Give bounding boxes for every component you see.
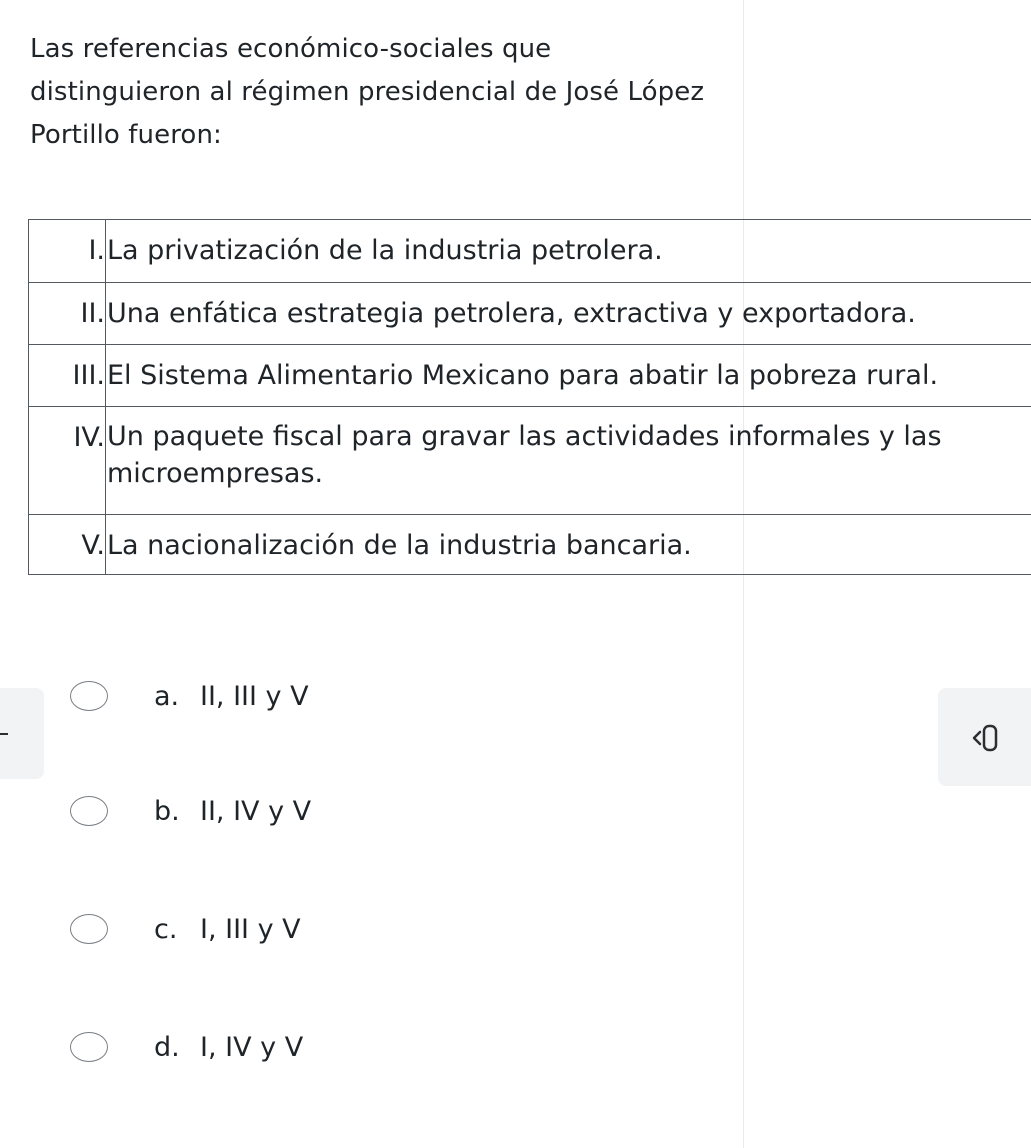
statement-text: Una enfática estrategia petrolera, extractiva y exportadora. <box>106 283 1031 345</box>
statement-text: La nacionalización de la industria bancaria. <box>106 515 1031 575</box>
option-b[interactable] <box>70 791 311 831</box>
text-to-speech-button[interactable] <box>938 688 1031 786</box>
option-d[interactable] <box>70 1027 303 1067</box>
statement-numeral: II. <box>29 283 106 345</box>
statement-numeral: III. <box>29 345 106 407</box>
option-letter: d. <box>154 1031 180 1063</box>
option-letter: b. <box>154 795 180 827</box>
statement-numeral: V. <box>29 515 106 575</box>
question-text: Las referencias económico-sociales que distinguieron al régimen presidencial de José López Portillo fueron: <box>30 34 705 150</box>
radio-button[interactable] <box>70 1032 108 1062</box>
radio-button[interactable] <box>70 681 108 711</box>
radio-button[interactable] <box>70 796 108 826</box>
table-row <box>29 515 1031 575</box>
side-panel-left-button[interactable] <box>0 688 44 779</box>
statement-text: La privatización de la industria petrolera. <box>106 220 1031 283</box>
statement-text: Un paquete fiscal para gravar las actividades informales y las microempresas. <box>107 421 942 489</box>
option-text: II, IV y V <box>200 795 312 827</box>
collapse-dash-icon <box>0 733 8 735</box>
table-row <box>29 345 1031 407</box>
statement-cell <box>106 407 1031 515</box>
statement-numeral: IV. <box>29 407 106 515</box>
option-letter: c. <box>154 913 178 945</box>
option-text: II, III y V <box>200 680 309 712</box>
radio-button[interactable] <box>70 914 108 944</box>
option-a[interactable] <box>70 676 309 716</box>
option-text: I, IV y V <box>200 1031 304 1063</box>
option-letter: a. <box>154 680 180 712</box>
table-row <box>29 220 1031 283</box>
table-row <box>29 407 1031 515</box>
statement-text: El Sistema Alimentario Mexicano para abatir la pobreza rural. <box>106 345 1031 407</box>
table-row <box>29 283 1031 345</box>
option-text: I, III y V <box>200 913 301 945</box>
statements-table <box>28 219 1031 575</box>
text-to-speech-icon <box>972 718 1000 758</box>
statement-numeral: I. <box>29 220 106 283</box>
option-c[interactable] <box>70 909 301 949</box>
